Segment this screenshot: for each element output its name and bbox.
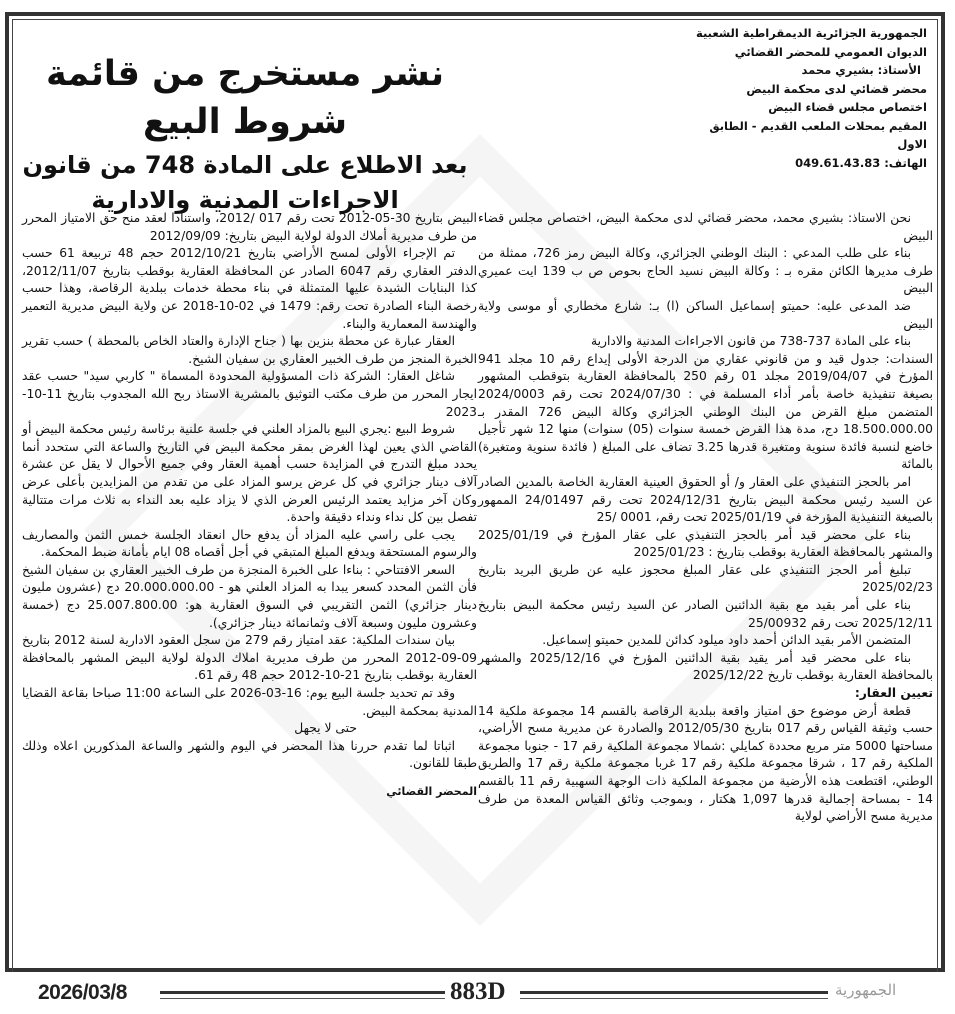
paragraph: امر بالحجز التنفيذي على العقار و/ أو الحقوق العينية العقارية الخاصة بالمدين الصادر عن السيد رئيس محكمة البيض بتاريخ 2024/12/31 تحت رقم 24/01497 الممهور بالصيغة التنفيذية المؤرخة في 2025/01/19 تحت رقم، 0001 /25 bbox=[478, 474, 933, 525]
header-line: المقيم بمحلات الملعب القديم - الطابق الاول bbox=[709, 118, 927, 151]
paragraph: المتضمن الأمر بقيد الدائن أحمد داود ميلود كدائن للمدين حميتو إسماعيل. bbox=[542, 633, 911, 648]
paragraph: بناء على طلب المدعي : البنك الوطني الجزائري، وكالة البيض رمز 726، ممثلة من طرف مديرها الكائن مقره بـ : وكالة البيض نسيد الحاج بحوص ص ب 139 ايت عميري البيض bbox=[478, 246, 933, 296]
paragraph: تبليغ أمر الحجز التنفيذي على عقار المبلغ محجوز عليه عن طريق البريد بتاريخ 2025/02/23 bbox=[478, 562, 933, 595]
publication-logo: الجمهورية bbox=[835, 981, 897, 999]
page-footer bbox=[0, 978, 955, 1008]
paragraph: السعر الافتتاحي : بناءا على الخبرة المنجزة من طرف الخبير العقاري بن سفيان الشيخ فأن الثمن المحدد كسعر يبدا به المزاد العلني هو - 20.000.000.00 دج (عشرون مليون دينار جزائري) الثمن التقريبي في السوق العقارية هو: 25.007.800.00 دج (خمسة وعشرون مليون وسبعة آلاف وثمانمائة دينار جزائري). bbox=[22, 562, 477, 630]
paragraph: تم الإجراء الأولى لمسح الأراضي بتاريخ 2012/10/21 حجم 48 تربيعة 61 حسب الدفتر العقاري رقم 6047 الصادر عن المحافظة العقارية بوقطب بتاريخ 2012/11/07، كذا البنايات الشيدة عليها المتمثلة في بناء محطة خدمات ببلدية الرقاصة، وهذا حسب رخصة البناء الصادرة تحت رقم: 1479 في 02-10-2018 عن ولاية البيض مديرية التعمير والهندسة المعمارية والبناء. bbox=[22, 246, 477, 331]
bailiff-header bbox=[687, 24, 927, 172]
paragraph: وقد تم تحديد جلسة البيع يوم: 16-03-2026 على الساعة 11:00 صباحا بقاعة القضايا المدنية بمحكمة البيض. bbox=[22, 686, 477, 718]
footer-date: 2026/03/8 bbox=[38, 981, 127, 1004]
footer-rule-left bbox=[160, 991, 445, 999]
signature: المحضر القضائي bbox=[386, 785, 477, 798]
left-column bbox=[22, 210, 477, 801]
paragraph: بناء على محضر قيد أمر يقيد بقية الدائنين المؤرخ في 2025/12/16 والمشهر بالمحافظة العقارية بوقطب تاريخ 2025/12/22 bbox=[478, 650, 933, 683]
paragraph: اثباتا لما تقدم حررنا هذا المحضر في اليوم والشهر والساعة المذكورين اعلاه وذلك طبقا للقانون. bbox=[22, 738, 477, 771]
paragraph: ضد المدعى عليه: حميتو إسماعيل الساكن (ا) بـ: شارع مخطاري أو موسى ولاية البيض bbox=[478, 298, 933, 331]
paragraph: شاغل العقار: الشركة ذات المسؤولية المحدودة المسماة " كاربي سيد" حسب عقد ايجار المحرر من طرف مكتب التوثيق بالمشرية الاستاذ ربح الله المجدوب بتاريخ 11-10-2023 bbox=[22, 369, 477, 419]
paragraph: السندات: جدول قيد و من قانوني عقاري من الدرجة الأولى إيداع رقم 10 مجلد 941 المؤرخ في 2019/04/07 مجلد 01 رقم 250 بالمحافظة العقارية بتوقطب المشهور بصيغة تنفيذية خاصة بأمر أداء المسلمة في : 2024/07/30 تحت رقم 2024/0003 المتضمن مبلغ القرض من البنك الوطني الجزائري وكالة البيض 726 المقدر بـ 18.500.000.00 دج، مدة هذا القرض خمسة سنوات (05) سنوات) منها 12 شهر تأجيل خاضع لنسبة فائدة سنوية ومتغيرة قدرها 3.25 تضاف على المبلغ ( فائدة سنوية ومتغيرة) بالمائة bbox=[478, 351, 933, 472]
paragraph: شروط البيع :يجري البيع بالمزاد العلني في جلسة علنية برئاسة رئيس محكمة البيض أو القاضي الذي يعين لهذا الغرض بمقر محكمة البيض في التاريخ والساعة التي ستحدد أنما يحدد مبلغ التدرج في المزايدة حسب أهمية العقار وفي جميع الأحوال لا يقل عن عشرة آلاف دينار جزائري في كل عرض يرسو المزاد على من تقدم من المزايدين بأعلى عرض وكان آخر مزايد يعتمد الرئيس العرض الذي لا يزاد عليه بعد النداء به ثلاث مرات متتالية تفصل بين كل نداء ونداء دقيقة واحدة. bbox=[22, 422, 477, 525]
header-line: محضر قضائي لدى محكمة البيض bbox=[746, 81, 927, 96]
paragraph: نحن الاستاذ: بشيري محمد، محضر قضائي لدى محكمة البيض، اختصاص مجلس قضاء البيض bbox=[478, 211, 933, 243]
notice-title bbox=[20, 50, 470, 218]
paragraph: بناء على أمر بقيد مع بقية الدائنين الصادر عن السيد رئيس محكمة البيض بتاريخ 2025/12/11 تحت رقم 25/00932 bbox=[478, 598, 933, 630]
paragraph: قطعة أرض موضوع حق امتياز واقعة ببلدية الرقاصة بالقسم 14 مجموعة ملكية 14 حسب وثيقة القياس رقم 017 بتاريخ 2012/05/30 والصادرة عن مديرية مسح الأراضي، مساحتها 5000 متر مربع محددة كمايلي :شمالا مجموعة الملكية رقم 17 - جنوبا مجموعة الملكية رقم 17 ، شرقا مجموعة ملكية رقم 17 غربا مجموعة ملكية رقم 17 والطريق الوطني، اقتطعت هذه الأرضية من مجموعة الملكية ذات الوجهة السهبية رقم 11 بالقسم 14 - بمساحة إجمالية قدرها 1,097 هكتار ، وبموجب وثائق القياس المعدة من طرف مديرية مسح الأراضي لولاية bbox=[478, 703, 933, 824]
closing-phrase: حتى لا يجهل bbox=[294, 721, 357, 736]
paragraph: بيان سندات الملكية: عقد امتياز رقم 279 من سجل العقود الادارية لسنة 2012 بتاريخ 09-09-2012 المحرر من طرف مديرية املاك الدولة لولاية البيض المشهر بالمحافظة العقارية بوقطب بتاريخ 21-10-2012 حجم 48 رقم 61. bbox=[22, 633, 477, 683]
paragraph: يجب على راسي عليه المزاد أن يدفع حال انعقاد الجلسة خمس الثمن والمصاريف والرسوم المستحقة ويدفع المبلغ المتبقي في أجل أقصاه 08 ايام بأمانة ضبط المحكمة. bbox=[22, 527, 477, 560]
paragraph: بناء على محضر قيد أمر بالحجز التنفيذي على عقار المؤرخ في 2025/01/19 والمشهر بالمحافظة العقارية بوقطب بتاريخ : 2025/01/23 bbox=[478, 527, 933, 560]
header-line: الديوان العمومي للمحضر القضائي bbox=[734, 44, 927, 59]
section-heading-property: تعيين العقار: bbox=[854, 686, 933, 701]
title-subtitle: بعد الاطلاع على المادة 748 من قانون الاجراءات المدنية والادارية bbox=[22, 151, 468, 214]
header-line: الجمهورية الجزائرية الديمقراطية الشعبية bbox=[695, 26, 927, 40]
right-column bbox=[478, 210, 933, 826]
header-phone: الهاتف: 049.61.43.83 bbox=[795, 155, 927, 170]
page-code: 883D bbox=[450, 978, 506, 1005]
header-line: الأستاذ: بشيري محمد bbox=[801, 63, 921, 77]
paragraph: البيض بتاريخ 30-05-2012 تحت رقم 017 /2012، واستنادا لعقد منح حق الامتياز المحرر من طرف مديرية أملاك الدولة لولاية البيض بتاريخ: 2012/09/09 bbox=[22, 211, 477, 243]
paragraph: العقار عبارة عن محطة بنزين بها ( جناح الإدارة والعتاد الخاص بالمحطة ) حسب تقرير الخبرة المنجز من طرف الخبير العقاري بن سفيان الشيخ. bbox=[22, 334, 477, 366]
footer-rule-right bbox=[520, 991, 828, 999]
title-main: نشر مستخرج من قائمة شروط البيع bbox=[46, 54, 444, 142]
header-line: اختصاص مجلس قضاء البيض bbox=[768, 100, 927, 114]
paragraph: بناء على المادة 737-738 من قانون الاجراءات المدنية والادارية bbox=[591, 334, 911, 349]
